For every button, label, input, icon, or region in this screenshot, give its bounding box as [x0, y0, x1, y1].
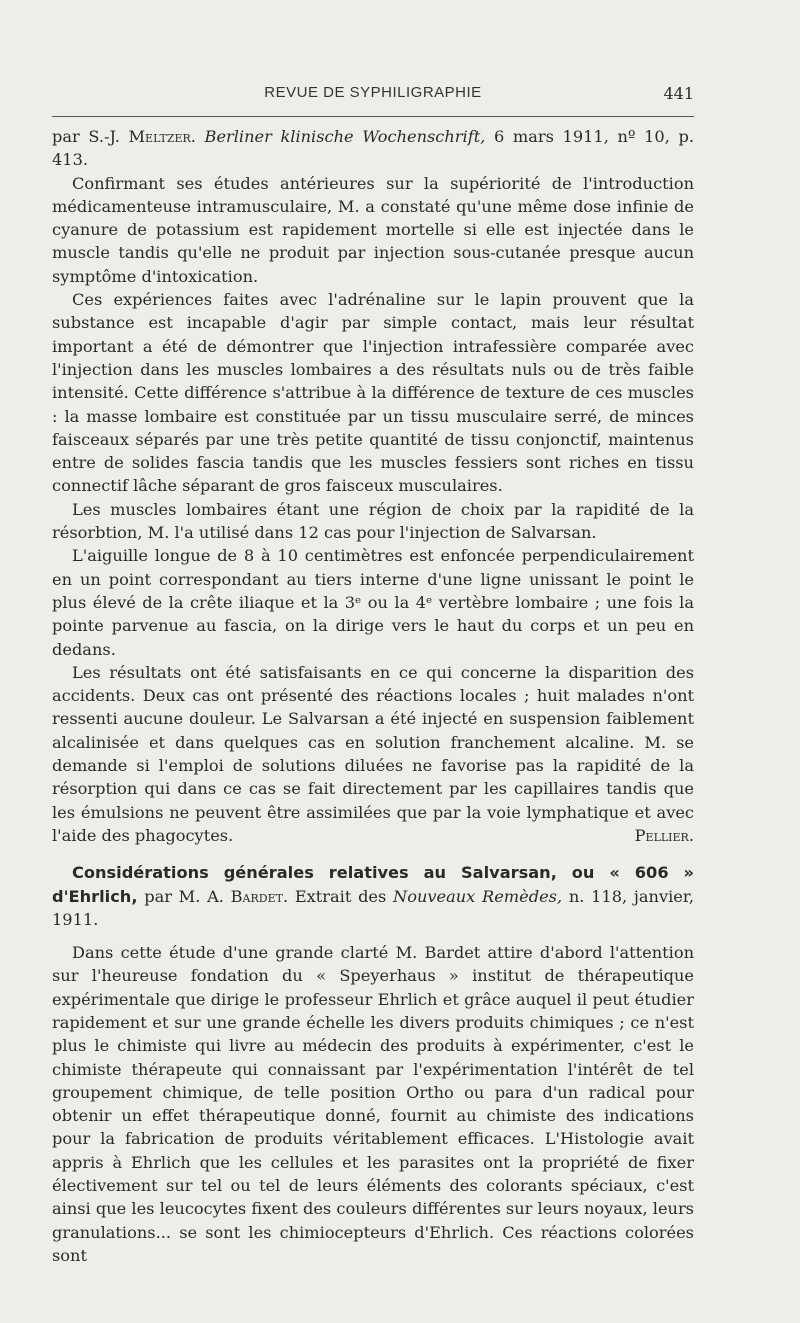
article-journal: Nouveaux Remèdes,: [393, 886, 563, 906]
paragraph: Les résultats ont été satisfaisants en ce qui concerne la disparition des accidents. Deux cas ont présenté des réactions locales ; huit malades n'ont ressenti aucune douleur. Le Salvarsan a été injecté en suspension faiblement alcalinisée et dans quelques cas en solution franchement alcaline. M. se demande si l'emploi de solutions diluées ne favorise pas la rapidité de la résorption qui dans ce cas se fait directement par les capillaires tandis que les émulsions ne peuvent être assimilées que par la voie lymphatique et avec l'aide des phagocytes. Pellier.: [52, 661, 694, 847]
paragraph: Ces expériences faites avec l'adrénaline sur le lapin prouvent que la substance est incapable d'agir par simple contact, mais leur résultat important a été de démontrer que l'injection intrafessière comparée avec l'injection dans les muscles lombaires a des résultats nuls ou de très faible intensité. Cette différence s'attribue à la différence de texture de ces muscles : la masse lombaire est constituée par un tissu musculaire serré, de minces faisceaux séparés par une très petite quantité de tissu conjonctif, maintenus entre de solides fascia tandis que les muscles fessiers sont riches en tissu connectif lâche séparant de gros faisceux musculaires.: [52, 290, 694, 496]
article-author: Bardet.: [230, 886, 289, 906]
body-text: [52, 125, 694, 1267]
header-rule: [52, 116, 694, 117]
signature: Pellier.: [634, 825, 694, 845]
ref-author: Meltzer.: [128, 127, 196, 146]
paragraph: Dans cette étude d'une grande clarté M. Bardet attire d'abord l'attention sur l'heureuse fondation du « Speyerhaus » institut de thérapeutique expérimentale que dirige le professeur Ehrlich et grâce auquel il peut étudier rapidement et sur une grande échelle les divers produits chimiques ; ce n'est plus le chimiste qui livre au médecin des produits à expérimenter, c'est le chimiste thérapeute qui connaissant par l'expérimentation l'intérêt de tel groupement chimique, de telle position Ortho ou para d'un radical pour obtenir un effet thérapeutique donné, fournit au chimiste des indications pour la fabrication de produits véritablement efficaces. L'Histologie avait appris à Ehrlich que les cellules et les parasites ont la propriété de fixer électivement sur tel ou tel de leurs éléments des colorants spéciaux, c'est ainsi que les leucocytes fixent des couleurs différentes sur leurs noyaux, leurs granulations... se sont les chimiocepteurs d'Ehrlich. Ces réactions colorées sont: [52, 943, 694, 1265]
article-title: Considérations générales relatives au Salvarsan, ou « 606 » d'Ehrlich,: [52, 863, 694, 906]
article-heading: Considérations générales relatives au Salvarsan, ou « 606 » d'Ehrlich, par M. A. Bardet. Extrait des Nouveaux Remèdes, n. 118, janvier, 1911.: [52, 863, 694, 929]
ref-journal: Berliner klinische Wochenschrift,: [204, 127, 486, 146]
paragraph: L'aiguille longue de 8 à 10 centimètres est enfoncée perpendiculairement en un point correspondant au tiers interne d'une ligne unissant le point le plus élevé de la crête iliaque et la 3ᵉ ou la 4ᵉ vertèbre lombaire ; une fois la pointe parvenue au fascia, on la dirige vers le haut du corps et un peu en dedans.: [52, 546, 694, 659]
paragraph: Les muscles lombaires étant une région de choix par la rapidité de la résorbtion, M. l'a utilisé dans 12 cas pour l'injection de Salvarsan.: [52, 499, 694, 543]
reference-line: par S.-J. Meltzer. Berliner klinische Wochenschrift, 6 mars 1911, nº 10, p. 413.: [52, 127, 694, 170]
page-number: 441: [663, 84, 694, 103]
page-header: [52, 84, 694, 106]
paragraph: Confirmant ses études antérieures sur la supériorité de l'introduction médicamenteuse intramusculaire, M. a constaté qu'une même dose infinie de cyanure de potassium est rapidement mortelle si elle est injectée dans le muscle tandis qu'elle ne produit par injection sous-cutanée presque aucun symptôme d'intoxication.: [52, 173, 694, 286]
running-title: REVUE DE SYPHILIGRAPHIE: [264, 84, 482, 101]
